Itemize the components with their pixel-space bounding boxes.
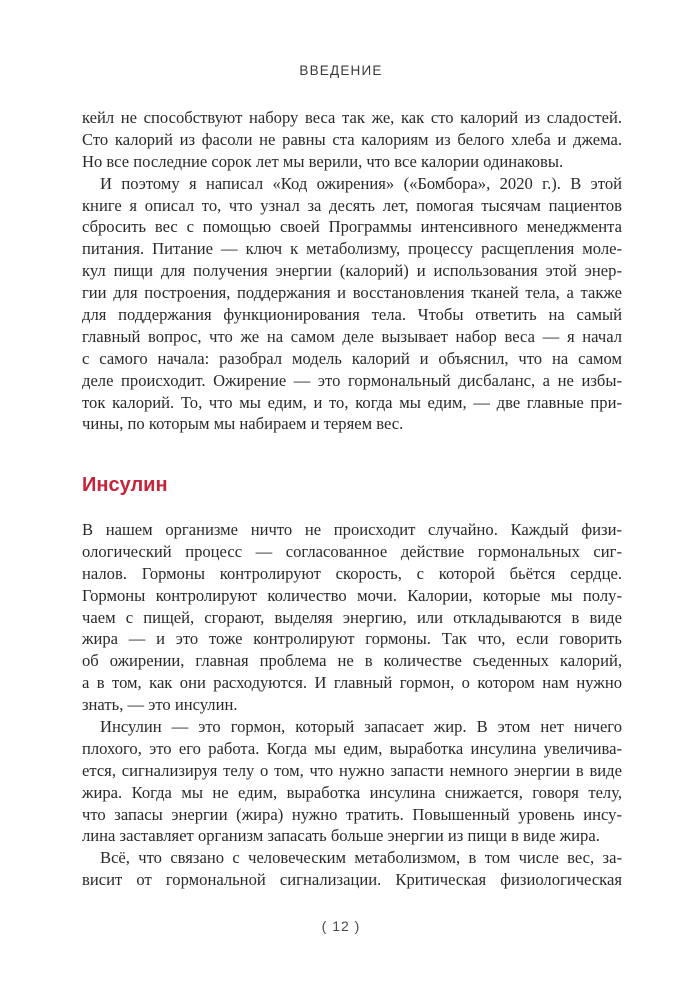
text-line: И поэтому я написал «Код ожирения» («Бомбора», 2020 г.). В этой [100,173,622,193]
text-line: кул пищи для получения энергии (калорий) и использования этой энер- [82,261,622,281]
text-line: кейл не способствуют набору веса так же, как сто калорий из сладостей. [82,108,622,127]
section-text-block [82,519,622,891]
text-line: плохого, это его работа. Когда мы едим, выработка инсулина увеличива- [82,738,622,758]
text-line: жира. Когда мы не едим, выработка инсулина снижается, говоря телу, [82,782,622,802]
text-line: об ожирении, главная проблема не в количестве съеденных калорий, [82,651,622,671]
text-line: ется, сигнализируя телу о том, что нужно запасти немного энергии в виде [82,760,622,780]
text-line: чаем с пищей, сгорают, выделяя энергию, или откладываются в виде [82,607,622,627]
text-line: гии для построения, поддержания и восстановления тканей тела, а также [82,283,622,303]
text-line: висит от гормональной сигнализации. Критическая физиологическая [82,870,622,890]
text-line: лина заставляет организм запасать больше энергии из пищи в виде жира. [82,826,600,846]
text-line: В нашем организме ничто не происходит случайно. Каждый физи- [82,520,622,539]
text-line: ток калорий. То, что мы едим, и то, когда мы едим, — две главные при- [82,392,622,412]
text-line: главный вопрос, что же на самом деле вызывает набор веса — я начал [82,326,622,346]
text-line: жира — и это тоже контролируют гормоны. Так что, если говорить [82,629,622,649]
running-head: ВВЕДЕНИЕ [299,63,383,78]
text-line: что запасы энергии (жира) нужно тратить. Повышенный уровень инсу- [82,804,622,824]
text-line: Гормоны контролируют количество мочи. Калории, которые мы полу- [82,585,622,605]
text-line: Всё, что связано с человеческим метаболизмом, в том числе вес, за- [100,848,622,868]
text-line: деле происходит. Ожирение — это гормональный дисбаланс, а не избы- [82,370,622,390]
text-line: Но все последние сорок лет мы верили, что все калории одинаковы. [82,151,564,171]
text-line: ологический процесс — согласованное действие гормональных сиг- [82,541,622,561]
page-number: ( 12 ) [321,918,361,934]
text-line: налов. Гормоны контролируют скорость, с которой бьётся сердце. [82,563,622,583]
intro-text-block [82,107,622,435]
text-line: книге я описал то, что узнал за десять лет, помогая тысячам пациентов [82,195,622,215]
text-line: Инсулин — это гормон, который запасает жир. В этом нет ничего [100,717,622,737]
text-line: а в том, как они расходуются. И главный гормон, о котором нам нужно [82,673,622,693]
text-line: с самого начала: разобрал модель калорий и объяснил, что на самом [82,348,622,368]
text-line: питания. Питание — ключ к метаболизму, процессу расщепления моле- [82,239,622,259]
text-line: для поддержания функционирования тела. Чтобы ответить на самый [82,305,622,325]
text-line: сбросить вес с помощью своей Программы интенсивного менеджмента [82,217,622,237]
section-heading: Инсулин [82,474,168,496]
text-line: Сто калорий из фасоли не равны ста калориям из белого хлеба и джема. [82,129,622,149]
text-line: чины, по которым мы набираем и теряем вес. [82,414,404,434]
text-line: знать, — это инсулин. [82,695,238,715]
